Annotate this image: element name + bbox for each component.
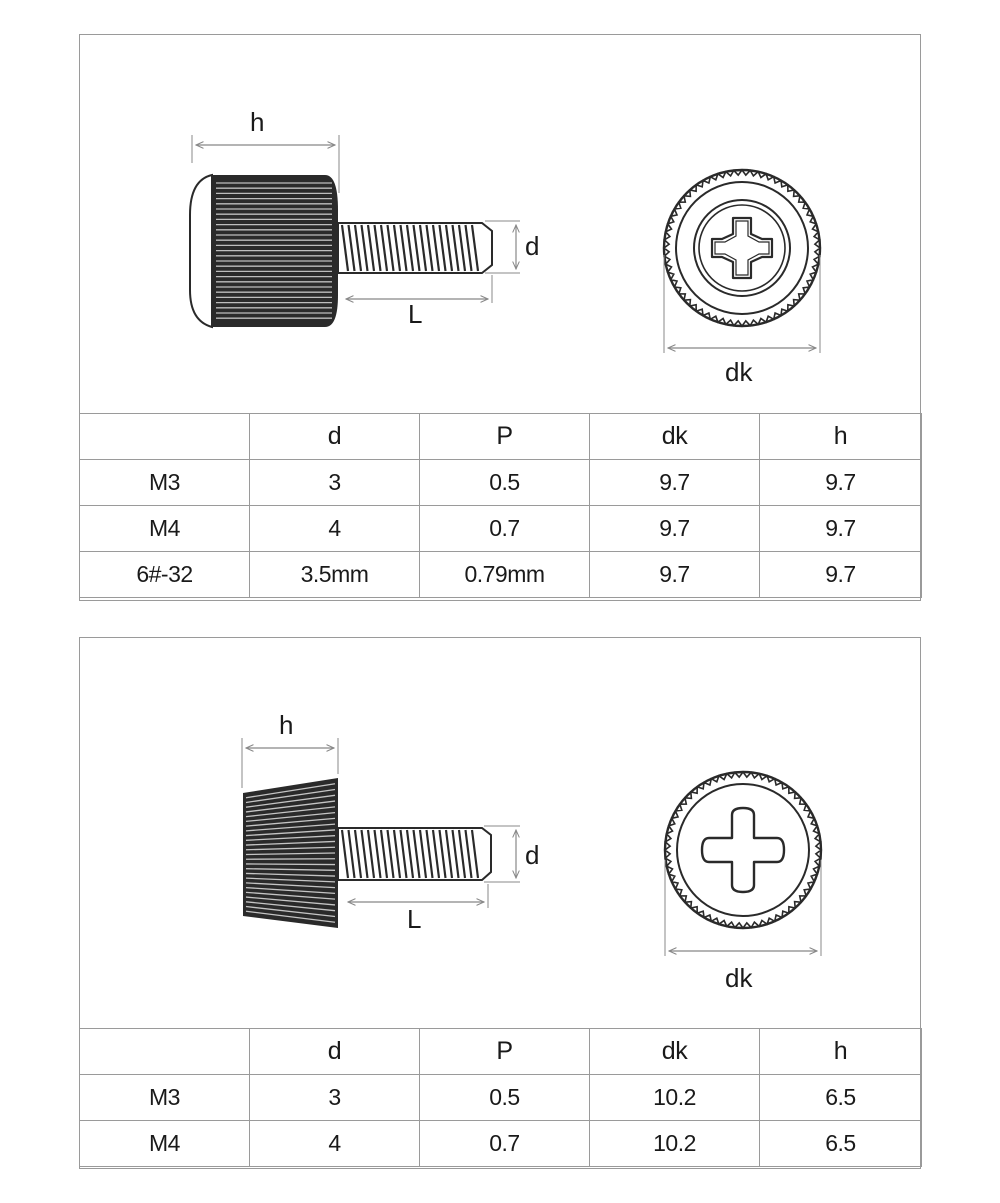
table-cell: 9.7 xyxy=(760,506,922,552)
label-h: h xyxy=(250,107,265,137)
spec-table xyxy=(79,1028,922,1167)
table-row xyxy=(80,1075,922,1121)
table-cell: 9.7 xyxy=(760,552,922,598)
label-d: d xyxy=(525,840,540,870)
table-cell: 6.5 xyxy=(760,1075,922,1121)
header-cell: P xyxy=(420,414,590,460)
table-cell: 6.5 xyxy=(760,1121,922,1167)
spec-panel-tapered-knurled-screw xyxy=(79,637,921,1169)
table-cell: M4 xyxy=(80,506,250,552)
spec-panel-cylindrical-knurled-screw xyxy=(79,34,921,601)
table-header-row xyxy=(80,414,922,460)
table-cell: 3.5mm xyxy=(250,552,420,598)
table-cell: 4 xyxy=(250,506,420,552)
table-cell: 0.79mm xyxy=(420,552,590,598)
spec-table xyxy=(79,413,922,598)
table-cell: M3 xyxy=(80,1075,250,1121)
table-cell: 0.7 xyxy=(420,1121,590,1167)
header-cell xyxy=(80,414,250,460)
table-cell: M3 xyxy=(80,460,250,506)
label-d: d xyxy=(525,231,540,261)
technical-drawing xyxy=(80,638,922,1028)
header-cell: d xyxy=(250,1029,420,1075)
table-cell: 0.5 xyxy=(420,460,590,506)
table-cell: 4 xyxy=(250,1121,420,1167)
label-dk: dk xyxy=(725,357,753,387)
table-row xyxy=(80,460,922,506)
screw-drawing-svg xyxy=(80,638,922,1028)
table-cell: 9.7 xyxy=(590,460,760,506)
header-cell: dk xyxy=(590,1029,760,1075)
header-cell: P xyxy=(420,1029,590,1075)
label-h: h xyxy=(279,710,294,740)
label-L: L xyxy=(408,299,423,329)
header-cell: h xyxy=(760,414,922,460)
technical-drawing xyxy=(80,35,922,413)
table-cell: 10.2 xyxy=(590,1075,760,1121)
table-cell: 9.7 xyxy=(590,506,760,552)
table-cell: M4 xyxy=(80,1121,250,1167)
side-view xyxy=(190,135,520,327)
header-cell xyxy=(80,1029,250,1075)
table-cell: 0.5 xyxy=(420,1075,590,1121)
screw-drawing-svg xyxy=(80,35,922,413)
table-row xyxy=(80,1121,922,1167)
header-cell: dk xyxy=(590,414,760,460)
table-cell: 9.7 xyxy=(760,460,922,506)
table-header-row xyxy=(80,1029,922,1075)
table-row xyxy=(80,552,922,598)
table-cell: 9.7 xyxy=(590,552,760,598)
top-view xyxy=(665,772,821,956)
header-cell: d xyxy=(250,414,420,460)
header-cell: h xyxy=(760,1029,922,1075)
table-cell: 3 xyxy=(250,460,420,506)
table-cell: 10.2 xyxy=(590,1121,760,1167)
table-cell: 6#-32 xyxy=(80,552,250,598)
label-dk: dk xyxy=(725,963,753,993)
table-cell: 0.7 xyxy=(420,506,590,552)
table-row xyxy=(80,506,922,552)
table-cell: 3 xyxy=(250,1075,420,1121)
top-view xyxy=(664,170,820,353)
label-L: L xyxy=(407,904,422,934)
side-view xyxy=(242,738,520,928)
